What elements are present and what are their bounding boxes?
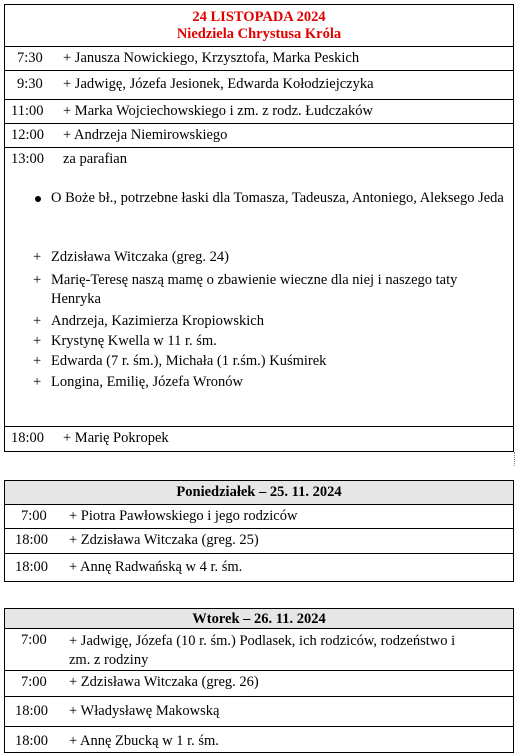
mass-intention: + Andrzeja Niemirowskiego <box>63 127 228 143</box>
cross-marker: + <box>33 249 42 265</box>
page-edge-marker <box>514 452 519 466</box>
mass-time: 7:30 <box>17 50 43 66</box>
mass-intention: + Jadwigę, Józefa (10 r. śm.) Podlasek, ich rodziców, rodzeństwo i zm. z rodziny <box>69 633 456 668</box>
mass-time: 12:00 <box>11 127 45 143</box>
mass-intention: + Annę Zbucką w 1 r. śm. <box>69 733 219 749</box>
mass-intention: + Piotra Pawłowskiego i jego rodziców <box>69 508 298 524</box>
table-row <box>5 71 513 100</box>
monday-title: Poniedziałek – 25. 11. 2024 <box>176 484 342 500</box>
cross-marker: + <box>33 333 42 349</box>
mass-intention: + Annę Radwańską w 4 r. śm. <box>69 559 243 575</box>
tuesday-title: Wtorek – 26. 11. 2024 <box>192 611 326 627</box>
sub-intention <box>33 312 505 331</box>
mass-time: 13:00 <box>11 151 45 167</box>
sunday-schedule-table <box>4 4 514 452</box>
mass-intention: + Janusza Nowickiego, Krzysztofa, Marka Peskich <box>63 50 360 66</box>
sunday-header <box>5 5 513 47</box>
mass-time: 18:00 <box>15 559 49 575</box>
sub-intention-text: Marię-Teresę naszą mamę o zbawienie wieczne dla niej i naszego taty Henryka <box>51 272 458 307</box>
mass-time: 7:00 <box>21 674 47 690</box>
mass-intention: + Zdzisława Witczaka (greg. 26) <box>69 674 259 690</box>
bullet-dot <box>35 196 41 202</box>
sub-intention-text: Zdzisława Witczaka (greg. 24) <box>51 249 229 265</box>
mass-intention: + Władysławę Makowską <box>69 703 220 719</box>
sunday-feast: Niedziela Chrystusa Króla <box>176 26 342 42</box>
sub-intention-text: Edwarda (7 r. śm.), Michała (1 r.śm.) Kuśmirek <box>51 353 327 369</box>
sub-intention-text: Longina, Emilię, Józefa Wronów <box>51 374 244 390</box>
table-row-parish <box>5 148 513 427</box>
sunday-date: 24 LISTOPADA 2024 <box>192 9 326 25</box>
monday-schedule-table <box>4 480 514 582</box>
mass-time: 18:00 <box>15 703 49 719</box>
mass-intention: za parafian <box>63 151 127 167</box>
monday-header <box>5 481 513 505</box>
cross-marker: + <box>33 272 42 288</box>
sub-intention <box>33 332 505 351</box>
table-row <box>5 554 513 582</box>
mass-time: 18:00 <box>11 430 45 446</box>
sub-intention <box>33 352 505 371</box>
table-row <box>5 529 513 554</box>
table-row <box>5 100 513 124</box>
table-row <box>5 727 513 753</box>
mass-time: 11:00 <box>11 103 44 119</box>
mass-intention: + Marka Wojciechowskiego i zm. z rodz. Łudczaków <box>63 103 373 119</box>
mass-intention: + Marię Pokropek <box>63 430 169 446</box>
tuesday-schedule-table <box>4 608 514 753</box>
table-row <box>5 697 513 727</box>
table-row <box>5 124 513 148</box>
cross-marker: + <box>33 313 42 329</box>
sub-intention-text: Andrzeja, Kazimierza Kropiowskich <box>51 313 264 329</box>
mass-time: 18:00 <box>15 532 49 548</box>
tuesday-header <box>5 609 513 629</box>
table-row <box>5 629 513 671</box>
table-row <box>5 671 513 697</box>
mass-time: 7:00 <box>21 508 47 524</box>
sub-intention <box>33 248 505 267</box>
sub-intention <box>33 373 505 392</box>
sub-intention-text: O Boże bł., potrzebne łaski dla Tomasza, Tadeusza, Antoniego, Aleksego Jeda <box>51 190 504 206</box>
sub-intention-text: Krystynę Kwella w 11 r. śm. <box>51 333 217 349</box>
sub-intention-bullet <box>51 189 505 208</box>
cross-marker: + <box>33 374 42 390</box>
mass-time: 9:30 <box>17 76 43 92</box>
sub-intention <box>33 271 505 309</box>
table-row <box>5 47 513 71</box>
mass-intention: + Jadwigę, Józefa Jesionek, Edwarda Kołodziejczyka <box>63 76 374 92</box>
mass-time: 7:00 <box>21 632 47 648</box>
mass-time: 18:00 <box>15 733 49 749</box>
table-row <box>5 427 513 452</box>
mass-intention: + Zdzisława Witczaka (greg. 25) <box>69 532 259 548</box>
table-row <box>5 505 513 529</box>
cross-marker: + <box>33 353 42 369</box>
